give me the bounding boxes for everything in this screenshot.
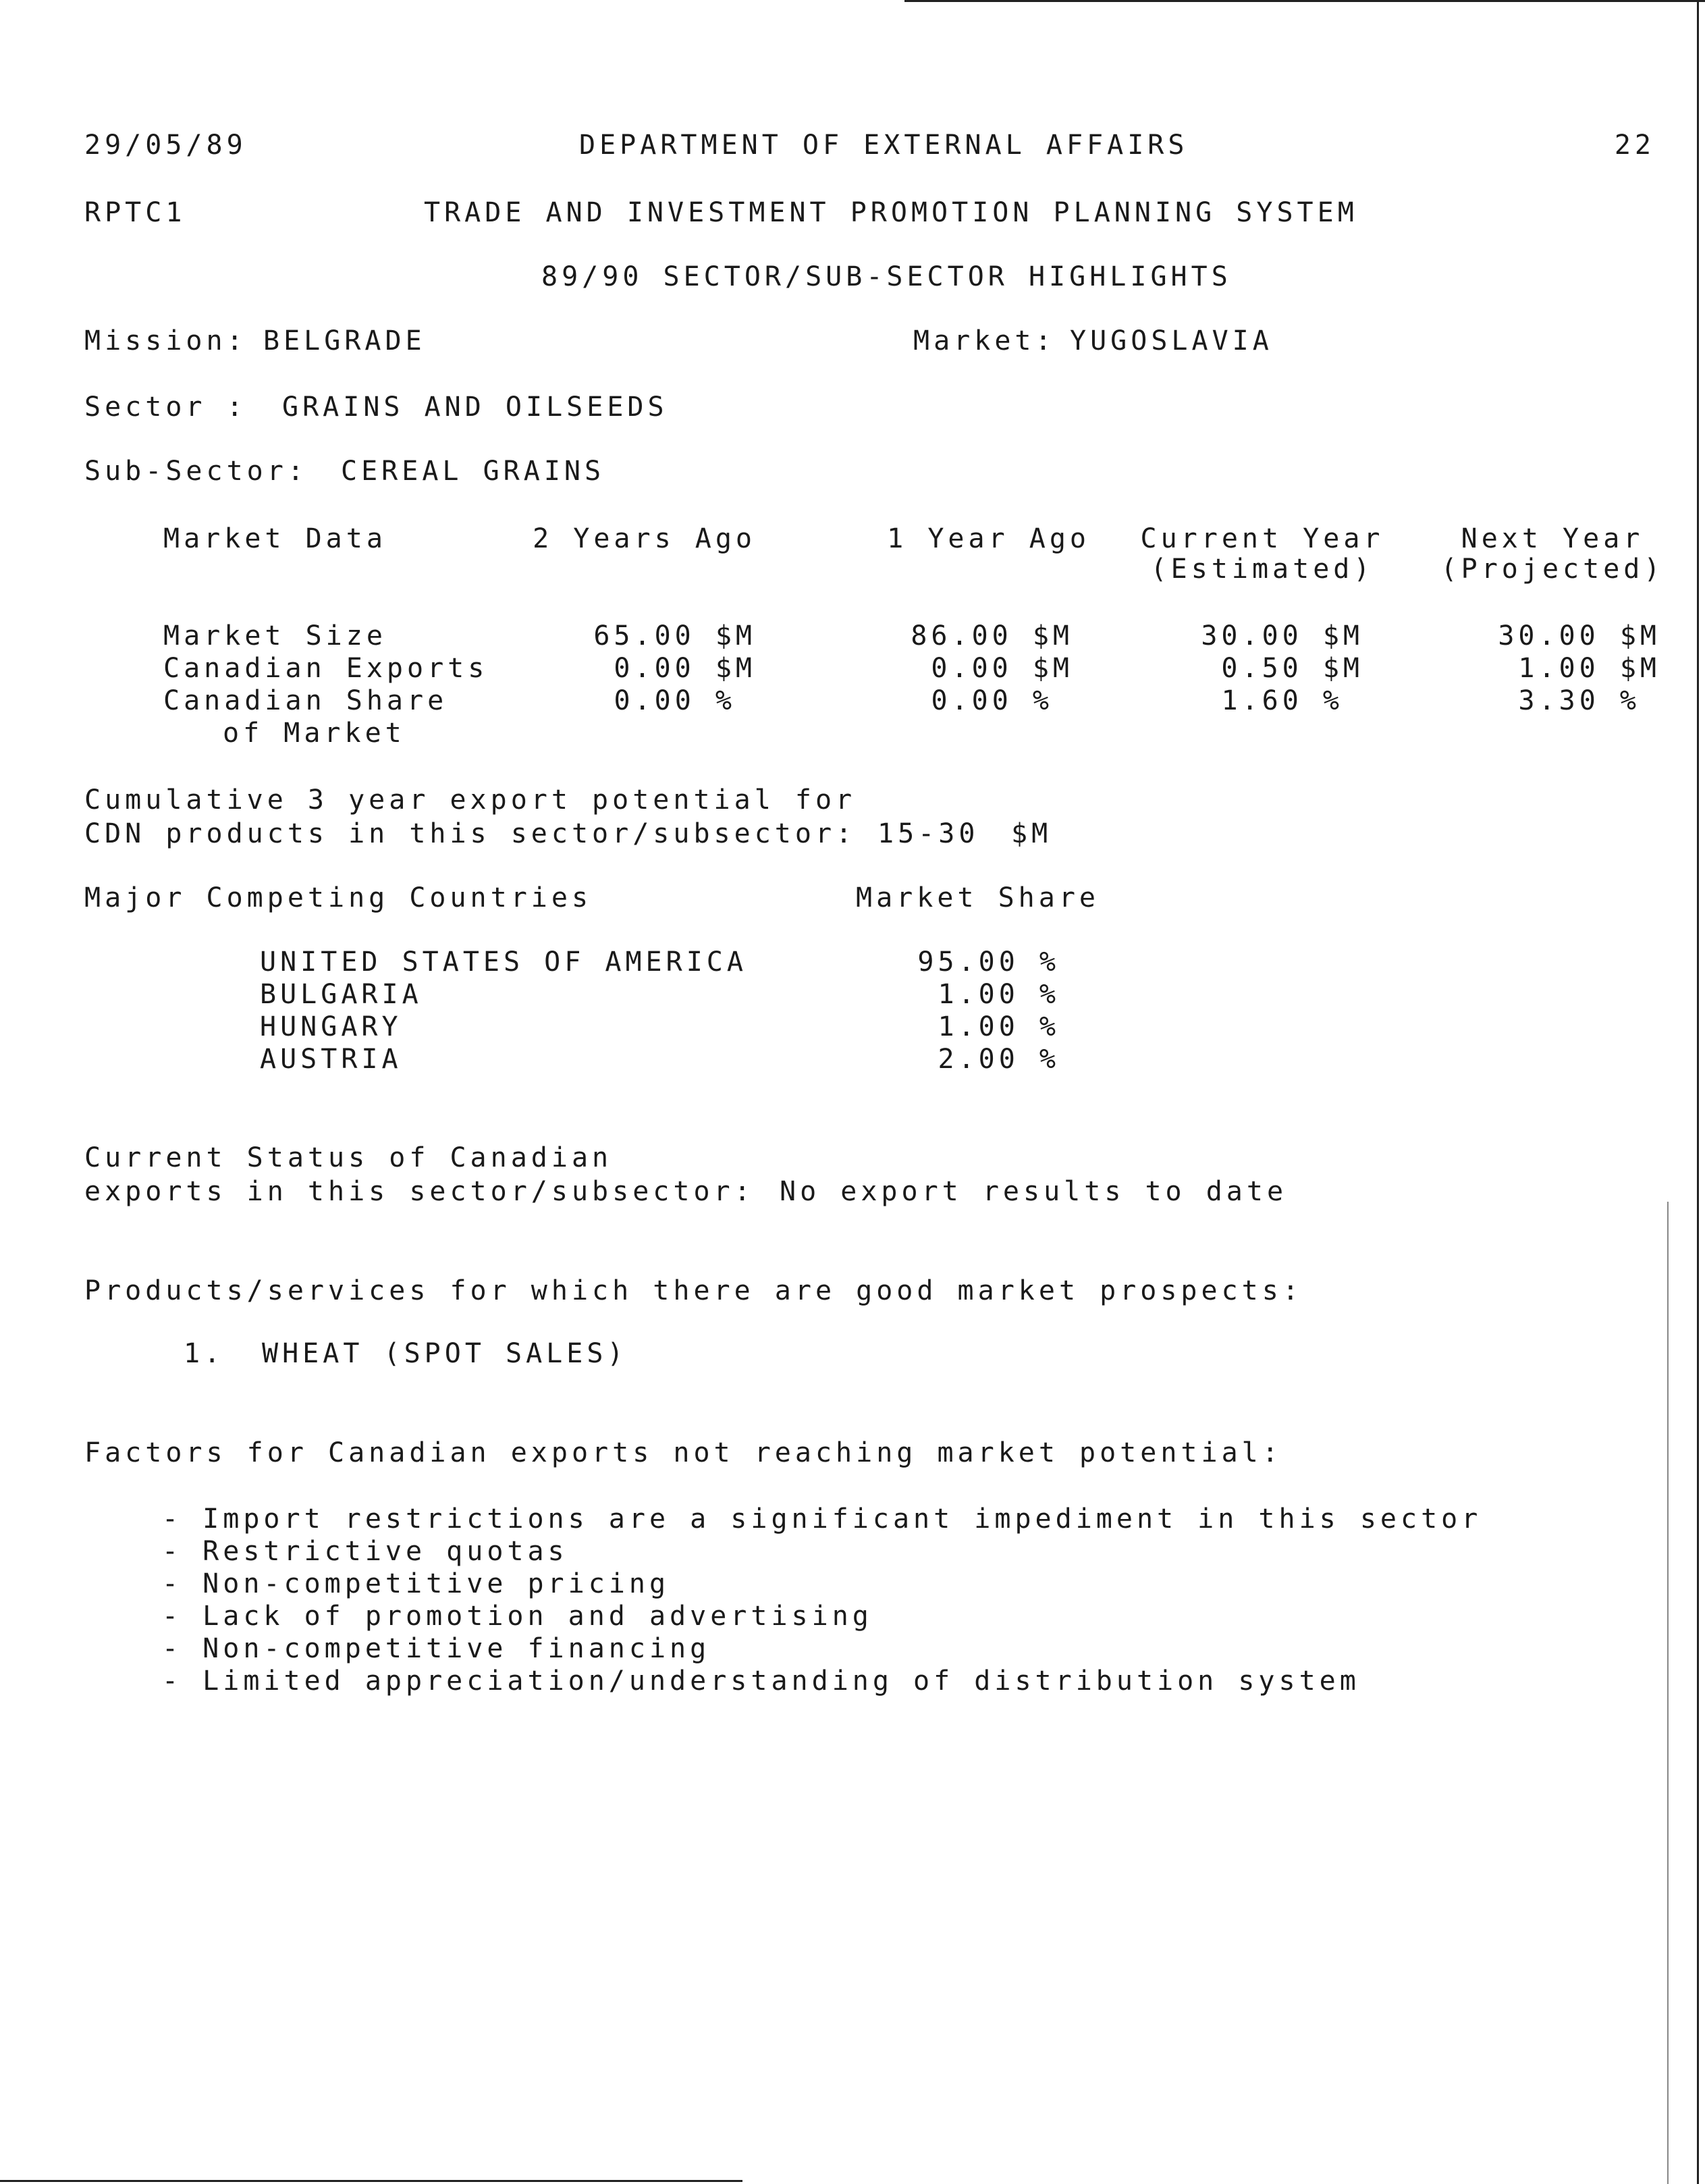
subsector-label: Sub-Sector: xyxy=(84,456,308,487)
list-item: - Limited appreciation/understanding of distribution system xyxy=(162,1666,1360,1697)
list-item: - Import restrictions are a significant impediment in this sector xyxy=(162,1503,1482,1535)
table-header-market-data: Market Data xyxy=(163,523,387,554)
table-header-1-year-ago: 1 Year Ago xyxy=(887,523,1090,554)
status-line-2: exports in this sector/subsector: xyxy=(84,1176,755,1207)
cell-current-year: 1.60 % xyxy=(1221,685,1343,716)
status-line-1: Current Status of Canadian xyxy=(84,1142,613,1173)
status-value: No export results to date xyxy=(780,1176,1288,1207)
list-item: - Non-competitive financing xyxy=(162,1633,711,1664)
cell-current-year: 30.00 $M xyxy=(1201,620,1363,651)
report-code: RPTC1 xyxy=(84,197,186,228)
competitor-share: 1.00 % xyxy=(938,979,1060,1010)
row-label: Canadian Exports xyxy=(163,653,489,684)
competitor-country: AUSTRIA xyxy=(260,1044,402,1075)
table-header-next-year-projected: (Projected) xyxy=(1440,554,1665,585)
mission-label: Mission: xyxy=(84,325,247,356)
cell-1-year-ago: 0.00 % xyxy=(931,685,1053,716)
sector-value: GRAINS AND OILSEEDS xyxy=(282,392,668,423)
cell-2-years-ago: 0.00 % xyxy=(614,685,736,716)
row-label-continued: of Market xyxy=(223,718,406,749)
table-header-current-year-estimated: (Estimated) xyxy=(1150,554,1374,585)
page-number: 22 xyxy=(1614,130,1655,161)
cell-current-year: 0.50 $M xyxy=(1221,653,1363,684)
potential-line-2: CDN products in this sector/subsector: xyxy=(84,818,857,849)
competitor-share: 2.00 % xyxy=(938,1044,1060,1075)
cell-2-years-ago: 0.00 $M xyxy=(614,653,756,684)
competitor-country: HUNGARY xyxy=(260,1011,402,1042)
department-title: DEPARTMENT OF EXTERNAL AFFAIRS xyxy=(579,130,1189,161)
cell-next-year: 3.30 % xyxy=(1518,685,1640,716)
scan-edge-right-inner xyxy=(1667,1202,1669,2184)
cell-2-years-ago: 65.00 $M xyxy=(593,620,756,651)
competitor-share: 95.00 % xyxy=(917,947,1060,978)
prospect-text: WHEAT (SPOT SALES) xyxy=(262,1338,628,1369)
potential-value: 15-30 xyxy=(877,818,979,849)
potential-line-1: Cumulative 3 year export potential for xyxy=(84,784,857,816)
competitor-country: BULGARIA xyxy=(260,979,423,1010)
prospects-heading: Products/services for which there are good market prospects: xyxy=(84,1275,1303,1306)
system-title: TRADE AND INVESTMENT PROMOTION PLANNING SYSTEM xyxy=(424,197,1358,228)
cell-1-year-ago: 86.00 $M xyxy=(911,620,1073,651)
cell-next-year: 30.00 $M xyxy=(1498,620,1660,651)
scan-edge-top xyxy=(904,0,1705,2)
list-item: - Lack of promotion and advertising xyxy=(162,1601,873,1632)
subsector-value: CEREAL GRAINS xyxy=(341,456,605,487)
competitor-share: 1.00 % xyxy=(938,1011,1060,1042)
list-item: - Restrictive quotas xyxy=(162,1536,568,1567)
competitors-share-label: Market Share xyxy=(856,882,1100,913)
market-value: YUGOSLAVIA xyxy=(1070,325,1273,356)
prospect-number: 1. xyxy=(184,1338,225,1369)
list-item: - Non-competitive pricing xyxy=(162,1568,670,1599)
row-label: Canadian Share xyxy=(163,685,448,716)
table-header-next-year: Next Year xyxy=(1461,523,1644,554)
scan-edge-bottom xyxy=(0,2180,742,2182)
cell-next-year: 1.00 $M xyxy=(1518,653,1660,684)
scan-edge-right xyxy=(1697,0,1699,2184)
report-date: 29/05/89 xyxy=(84,130,247,161)
potential-unit: $M xyxy=(1011,818,1052,849)
table-header-2-years-ago: 2 Years Ago xyxy=(533,523,756,554)
competitor-country: UNITED STATES OF AMERICA xyxy=(260,947,747,978)
cell-1-year-ago: 0.00 $M xyxy=(931,653,1073,684)
mission-value: BELGRADE xyxy=(263,325,426,356)
table-header-current-year: Current Year xyxy=(1140,523,1384,554)
competitors-label: Major Competing Countries xyxy=(84,882,593,913)
market-label: Market: xyxy=(913,325,1056,356)
factors-heading: Factors for Canadian exports not reaching market potential: xyxy=(84,1437,1282,1468)
row-label: Market Size xyxy=(163,620,387,651)
sector-label: Sector : xyxy=(84,392,247,423)
report-title: 89/90 SECTOR/SUB-SECTOR HIGHLIGHTS xyxy=(541,261,1232,292)
